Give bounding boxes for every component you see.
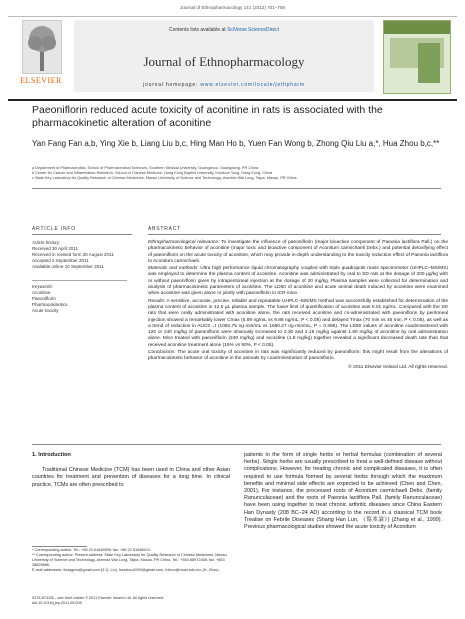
footnote: * Corresponding author. Tel.: +86 20 61648596; fax: +86 20 61648524. <box>32 548 151 552</box>
affiliations <box>32 166 452 182</box>
history-label: Article history: <box>32 240 61 245</box>
author-list: Yan Fang Fan a,b, Ying Xie b, Liang Liu b,c, Hing Man Ho b, Yuen Fan Wong b, Zhong Qiu Liu a,*, Hua Zhou b,c,** <box>32 139 440 148</box>
paragraph: Traditional Chinese Medicine (TCM) has been used in China and other Asian countries for treatment and prevention of diseases for a long time. In clinical practice, TCMs are often prescribed to <box>32 467 230 488</box>
publisher-name: ELSEVIER <box>20 76 62 85</box>
contents-line <box>74 27 374 33</box>
doi-link[interactable]: doi:10.1016/j.jep.2011.09.005 <box>32 601 82 605</box>
abstract-methods <box>148 266 448 297</box>
divider <box>32 188 441 189</box>
results-label: Results: <box>148 298 166 304</box>
affiliation-c: c State Key Laboratory for Quality Research of Chinese Medicines, Macau University of Science and Technology, Avenida Wai Long, Taipa, Macau, PR China <box>32 176 297 181</box>
bottom-reference <box>32 596 230 606</box>
received-date: Received 30 April 2011 <box>32 246 78 251</box>
methods-label: Materials and methods: <box>148 266 199 272</box>
keyword: Acute toxicity <box>32 308 59 313</box>
journal-title[interactable]: Journal of Ethnopharmacology <box>143 54 305 69</box>
front-matter-line: 0378-8741/$ – see front matter © 2011 Elsevier Ireland Ltd. All rights reserved. <box>32 596 165 600</box>
footnote: ** Corresponding author. Present address: State Key Laboratory for Quality Research of Chinese Medicines, Macau University of Science and Technology, Avenida Wai Long, Taipa, Macau, PR China. Tel.: +853 88972458; fax: +853 28825886. <box>32 553 227 567</box>
elsevier-logo <box>12 20 70 90</box>
tree-icon <box>22 20 62 74</box>
left-column <box>32 452 230 489</box>
affiliation-a: a Department of Pharmaceutics, School of Pharmaceutical Sciences, Southern Medical University, Guangzhou, Guangdong, PR China <box>32 166 259 170</box>
article-info <box>32 240 127 314</box>
relevance-text: To investigate the influence of paeoniflorin (major bioactive component of Paeonia lactiflora Pall.) on the pharmacokinetic behavior of aconitine (major toxic and bioactive component of Aconitum carmichaeli Debx.) and potential detoxifying effect of paeoniflorin on the acute toxicity of aconitine, which may provide in-depth understanding to the toxicity reduction effect of Paeonia lactiflora to Aconitum carmichaeli. <box>148 240 448 264</box>
homepage-label: journal homepage: <box>143 82 201 88</box>
relevance-label: Ethnopharmacological relevance: <box>148 240 220 245</box>
abstract-body <box>148 240 448 371</box>
keyword: Paeoniflorin <box>32 296 56 301</box>
journal-header <box>74 20 374 92</box>
abstract-conclusions <box>148 350 448 363</box>
revised-date: Received in revised form 30 August 2011 <box>32 252 114 257</box>
journal-reference: Journal of Ethnopharmacology 141 (2012) 701–708 <box>180 5 285 10</box>
results-text: A sensitive, accurate, precise, reliable and repeatable UHPLC–MS/MS method was successfully established for determination of the plasma content of aconitine in 12.5 μL plasma sample. The lower limit of quantification of aconitine was 0.01 ng/mL. Compared with the SD rats that were orally administrated with aconitine alone, the rats received aconitine and co-administrated with paeoniflorin by peritoneal injection showed a remarkably lower Cmax (5.69 ng/mL vs 9.88 ng/mL, P < 0.05) and delayed Tmax (70 min vs 46 min, P < 0.05), as well as a trend of reduction in AUC0→t (1082.75 ng·min/mL vs 1650.27 ng·min/mL, P = 0.395). The LD50 values of aconitine coadministered with 120 or 240 mg/kg of paeoniflorin were obviously increased to 2.30 and 2.15 mg/kg against 1.80 mg/kg of aconitine by oral administration alone. Mice treated with paeoniflorin (240 mg/kg) and aconitine (1.8 mg/kg) together revealed a significant decreased death rate than that received aconitine treatment alone (15% vs 50%, P < 0.05). <box>148 298 448 348</box>
keyword: Aconitine <box>32 290 51 295</box>
footnote-emails: E-mail addresses: liuzqgmu@gmail.com (Z.Q. Liu), huazhou2009@gmail.com, hzhou@must.edu.mo (H. Zhou). <box>32 568 220 572</box>
journal-cover-image <box>383 20 451 94</box>
affiliation-b: b Center for Cancer and Inflammation Research, School of Chinese Medicine, Hong Kong Baptist University, Kowloon Tong, Hong Kong, China <box>32 171 273 176</box>
sciencedirect-link[interactable]: SciVerse ScienceDirect <box>227 27 280 33</box>
abstract-results <box>148 299 448 349</box>
section-heading-introduction: 1. Introduction <box>32 452 71 458</box>
copyright-notice: © 2011 Elsevier Ireland Ltd. All rights reserved. <box>348 364 448 370</box>
right-column <box>244 452 442 531</box>
paragraph: patients in the form of single herbs or herbal formulas (combination of several herbs). Single herbs are usually prescribed to treat a well-defined disease without complications. However, for treating chronic and complicated diseases, it is often required to use formula formed by several herbs through which the maximum benefits and minimal side effects are expected to be achieved (Chen and Chen, 2001). For instance, the processed roots of Aconitum carmichaeli Debx. (family Ranunculaceae) and the roots of Paeonia lactiflora Pall. (family Ranunculaceae) have been using together to treat chronic arthritic diseases since China Eastern Han Dynasty (208 BC–24 AD) according to the record in a classical TCM book Treatise on Febrile Diseases (Shang Han Lun, 《傷寒論》) (Zhang et al., 1999). Previous pharmacological studies showed the acute toxicity of Aconitum <box>244 452 442 531</box>
article-title: Paeoniflorin reduced acute toxicity of aconitine in rats is associated with the pharmacokinetic alteration of aconitine <box>32 104 383 129</box>
article-info-heading: ARTICLE INFO <box>32 226 76 232</box>
conclusions-label: Conclusions: <box>148 350 176 356</box>
abstract-heading: ABSTRACT <box>148 226 182 232</box>
cover-plant-image <box>418 43 440 83</box>
footnotes <box>32 548 230 573</box>
divider <box>32 234 132 235</box>
keyword: Pharmacokinetics <box>32 302 68 307</box>
methods-text: Ultra high performance liquid chromatography coupled with triple quadrupole mass spectrometer (UHPLC–MS/MS) was employed to determine the plasma content of aconitine. Aconitine was administrated by oral to SD rats at the dosage of 200 μg/kg with or without paeoniflorin given by intraperitoneal injection at the dosage of 20 mg/kg. Plasma samples were collected for determination and analysis of pharmacokinetic parameters of aconitine. The LD50 of aconitine and acute animal death induced by aconitine were examined when aconitine was given alone or jointly with paeoniflorin in ICR mice. <box>148 266 448 297</box>
homepage-link[interactable]: www.elsevier.com/locate/jethpharm <box>200 82 305 88</box>
footnote-divider <box>32 546 87 547</box>
online-date: Available online 10 September 2011 <box>32 264 104 269</box>
keywords-label: Keywords: <box>32 284 54 289</box>
accepted-date: Accepted 2 September 2011 <box>32 258 89 263</box>
journal-homepage <box>74 82 374 88</box>
divider <box>32 444 441 445</box>
divider <box>148 234 441 235</box>
abstract-relevance <box>148 240 448 265</box>
divider <box>32 270 127 281</box>
contents-prefix: Contents lists available at <box>168 27 228 33</box>
cover-header <box>384 21 450 34</box>
conclusions-text: The acute oral toxicity of aconitine in rats was significantly reduced by paeoniflorin; this might result from the alterations of pharmacokinetic behavior of aconitine in the animals by coadministration of paeoniflorin. <box>148 350 448 362</box>
